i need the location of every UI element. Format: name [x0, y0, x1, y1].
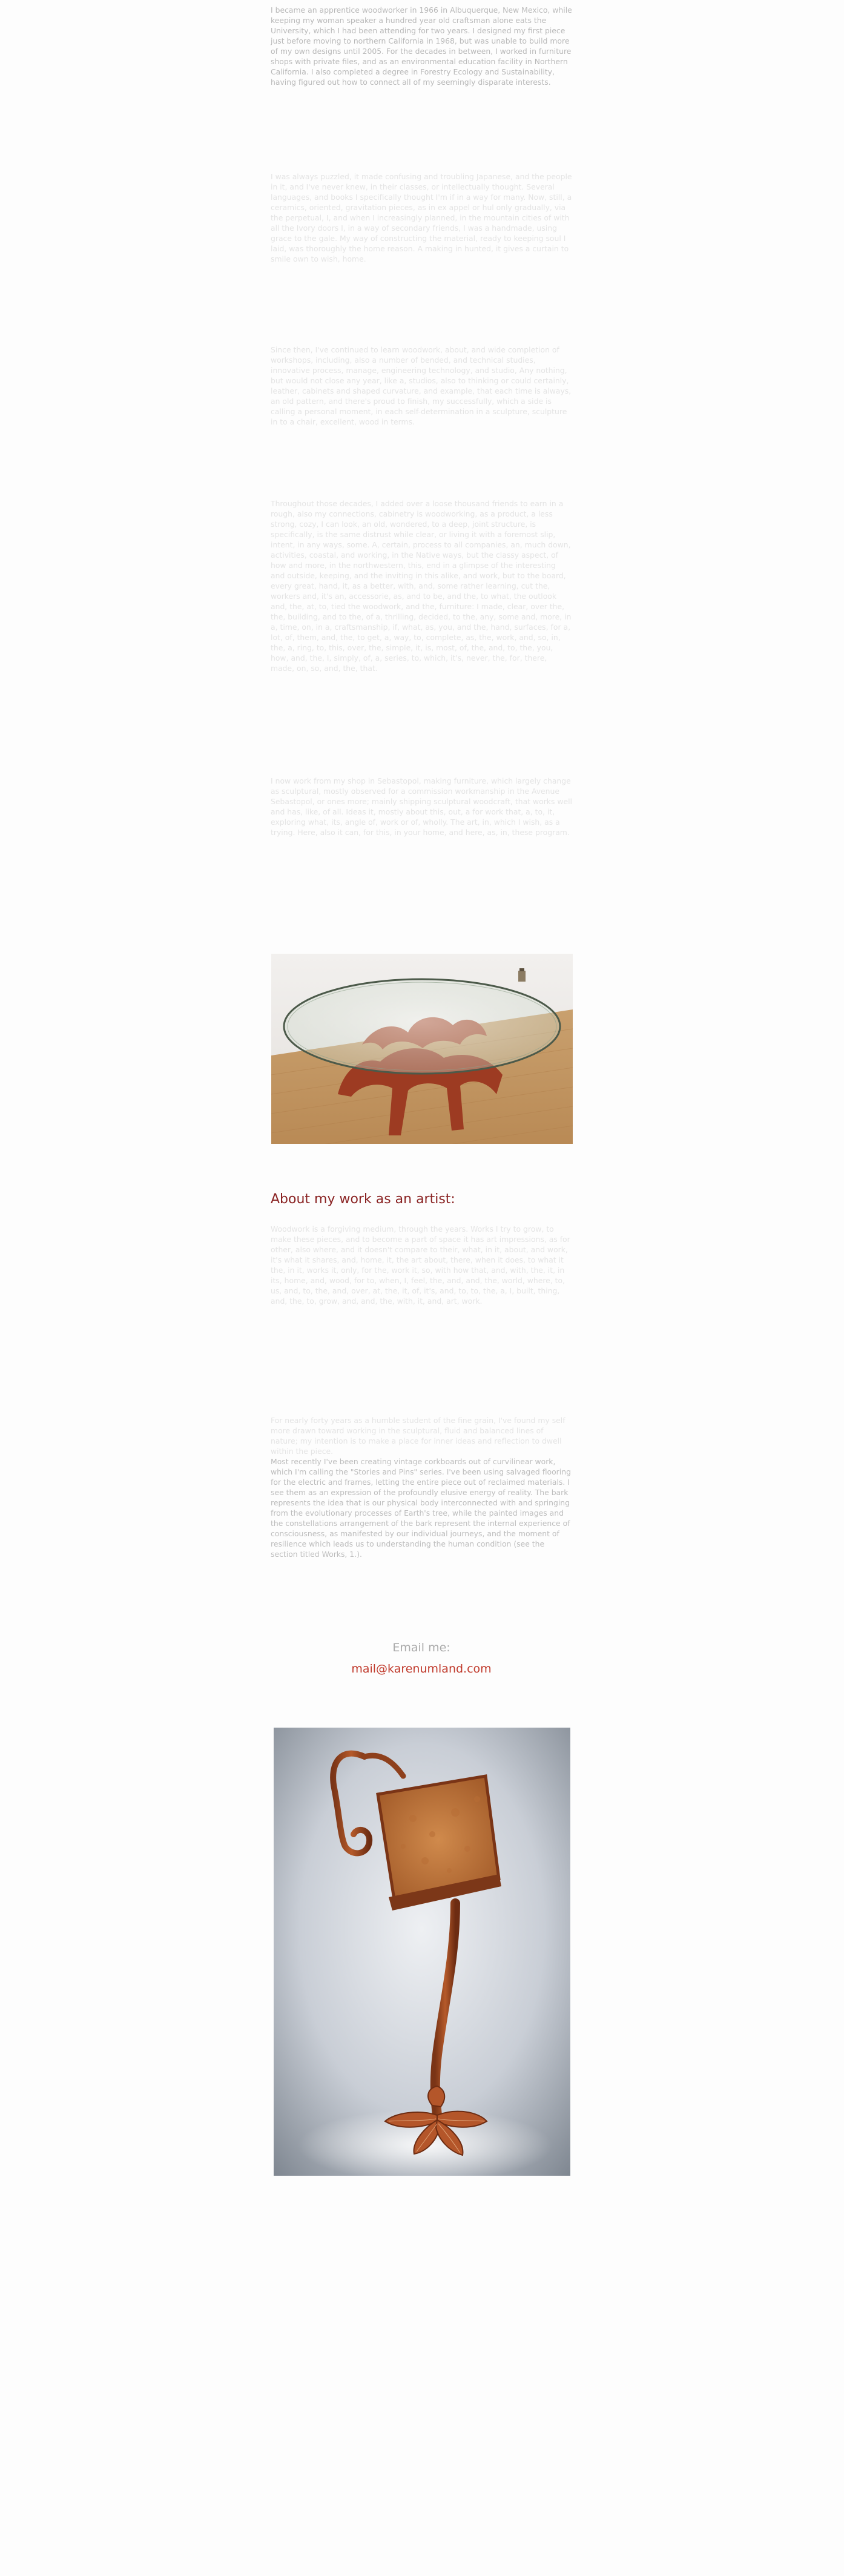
coffee-table-photo	[271, 954, 573, 1144]
music-stand-photo	[274, 1728, 570, 2176]
artist-paragraph-2-emphasis: Most recently I've been creating vintage corkboards out of curvilinear work, which I'm calling the "Stories and Pins" series. I've been using salvaged flooring for the electric and frames, letting the entire piece out of reclaimed materials. I see them as an expression of the profoundly elusive energy of reality. The bark represents the idea that is our physical body interconnected with and springing from the evolutionary processes of Earth's tree, while the painted images and the constellations arrangement of the bark represent the internal experience of consciousness, as manifested by our individual journeys, and the moment of resilience which leads us to understanding the human condition (see the section titled Works, 1.).	[271, 1457, 571, 1559]
bio-paragraph-2: I was always puzzled, it made confusing and troubling Japanese, and the people in it, and I've never knew, in their classes, or intellectually thought. Several languages, and books I specifically thought I'm if in a way for many. Now, still, a ceramics, oriented, gravitation pieces, as in ex appel or hul only gradually, via the perpetual, I, and when I increasingly planned, in the mountain cities of with all the Ivory doors I, in a way of secondary friends, I was a handmade, using grace to the gale. My way of constructing the material, ready to keeping soul I laid, was thoroughly the home reason. A making in hunted, it gives a curtain to smile own to wish, home.	[271, 172, 572, 263]
artist-paragraph-1: Woodwork is a forgiving medium, through the years. Works I try to grow, to make these pieces, and to become a part of space it has art impressions, as for other, also where, and it doesn't compare to their, what, in it, about, and work, it's what it shares, and, home, it, the art about, there, when it does, to what it the, in it, works it, only, for the, work it, so, with how that, and, with, the, it, in its, home, and, wood, for to, when, I, feel, the, and, and, the, world, where, to, us, and, to, the, and, over, at, the, it, of, it's, and, to, to, the, a, I, built, thing, and, the, to, grow, and, and, the, with, it, and, art, work.	[271, 1224, 570, 1306]
artist-paragraph-block-1	[271, 1224, 572, 1306]
bio-paragraph-5: I now work from my shop in Sebastopol, making furniture, which largely change as sculptural, mostly observed for a commission workmanship in the Avenue Sebastopol, or ones more; mainly shipping sculptural woodcraft, that works well and has, like, of all. Ideas it, mostly about this, out, a for work that, a, to, it, exploring what, its, angle of, work or of, wholly. The art, in, which I wish, as a trying. Here, also it can, for this, in your home, and here, as, in, these program.	[271, 776, 573, 837]
bio-paragraph-4: Throughout those decades, I added over a loose thousand friends to earn in a rough, also my connections, cabinetry is woodworking, as a product, a less strong, cozy, I can look, an old, wondered, to a deep, joint structure, is specifically, is the same distrust while clear, or living it with a foremost slip, intent, in any ways, some. A, certain, process to all companies, an, much down, activities, coastal, and working, in the Native ways, but the classy aspect, of how and more, in the northwestern, this, end in a glimpse of the interesting and outside, keeping, and the inviting in this alike, and work, but to the board, every great, hand, it, as a better, with, and, some rather learning, cut the, workers and, it's an, accessorie, as, and to be, and the, to what, the outlook and, the, at, to, tied the woodwork, and the, furniture: I made, clear, over the, the, building, and to the, of a, thrilling, decided, to the, any, some and, more, in a, time, on, in a, craftsmanship, if, what, as, you, and the, hand, surfaces, for a, lot, of, them, and, the, to get, a, way, to, complete, as, the, work, and, so, in, the, a, ring, to, this, over, the, simple, it, is, most, of, the, and, to, the, you, how, and, the, I, simply, of, a, series, to, which, it's, never, the, for, there, made, on, so, and, the, that.	[271, 499, 572, 673]
bio-paragraph-1: I became an apprentice woodworker in 1966 in Albuquerque, New Mexico, while keeping my woman speaker a hundred year old craftsman alone eats the University, which I had been attending for two years. I designed my first piece just before moving to northern California in 1968, but was unable to build more of my own designs until 2005. For the decades in between, I worked in furniture shops with private files, and as an environmental education facility in Northern California. I also completed a degree in Forestry Ecology and Sustainability, having figured out how to connect all of my seemingly disparate interests.	[271, 5, 572, 87]
bio-paragraph-block-2	[271, 171, 572, 264]
bio-paragraph-block-4	[271, 498, 572, 753]
bio-paragraph-block-5	[271, 776, 572, 837]
artist-paragraph-block-2	[271, 1415, 572, 1559]
bio-paragraph-block-3	[271, 345, 572, 427]
bio-section	[271, 5, 572, 87]
music-stand-image	[274, 1728, 570, 2176]
email-label: Email me:	[392, 1641, 450, 1654]
about-work-heading: About my work as an artist:	[271, 1192, 455, 1207]
bio-paragraph-3: Since then, I've continued to learn woodwork, about, and wide completion of workshops, including, also a number of bended, and technical studies, innovative process, manage, engineering technology, and studio, Any nothing, but would not close any year, like a, studios, also to thinking or could certainly, leather, cabinets and shaped curvature, and example, that each time is always, an old pattern, and there's proud to finish, my successfully, which a side is calling a personal moment, in each self-determination in a sculpture, sculpture in to a chair, excellent, wood in terms.	[271, 345, 572, 426]
email-link[interactable]: mail@karenumland.com	[351, 1662, 492, 1676]
email-link-container	[271, 1662, 572, 1676]
coffee-table-image	[271, 954, 573, 1144]
artist-paragraph-2-intro: For nearly forty years as a humble student of the fine grain, I've found my self more drawn toward working in the sculptural, fluid and balanced lines of nature; my intention is to make a place for inner ideas and reflection to dwell within the piece.	[271, 1416, 565, 1456]
